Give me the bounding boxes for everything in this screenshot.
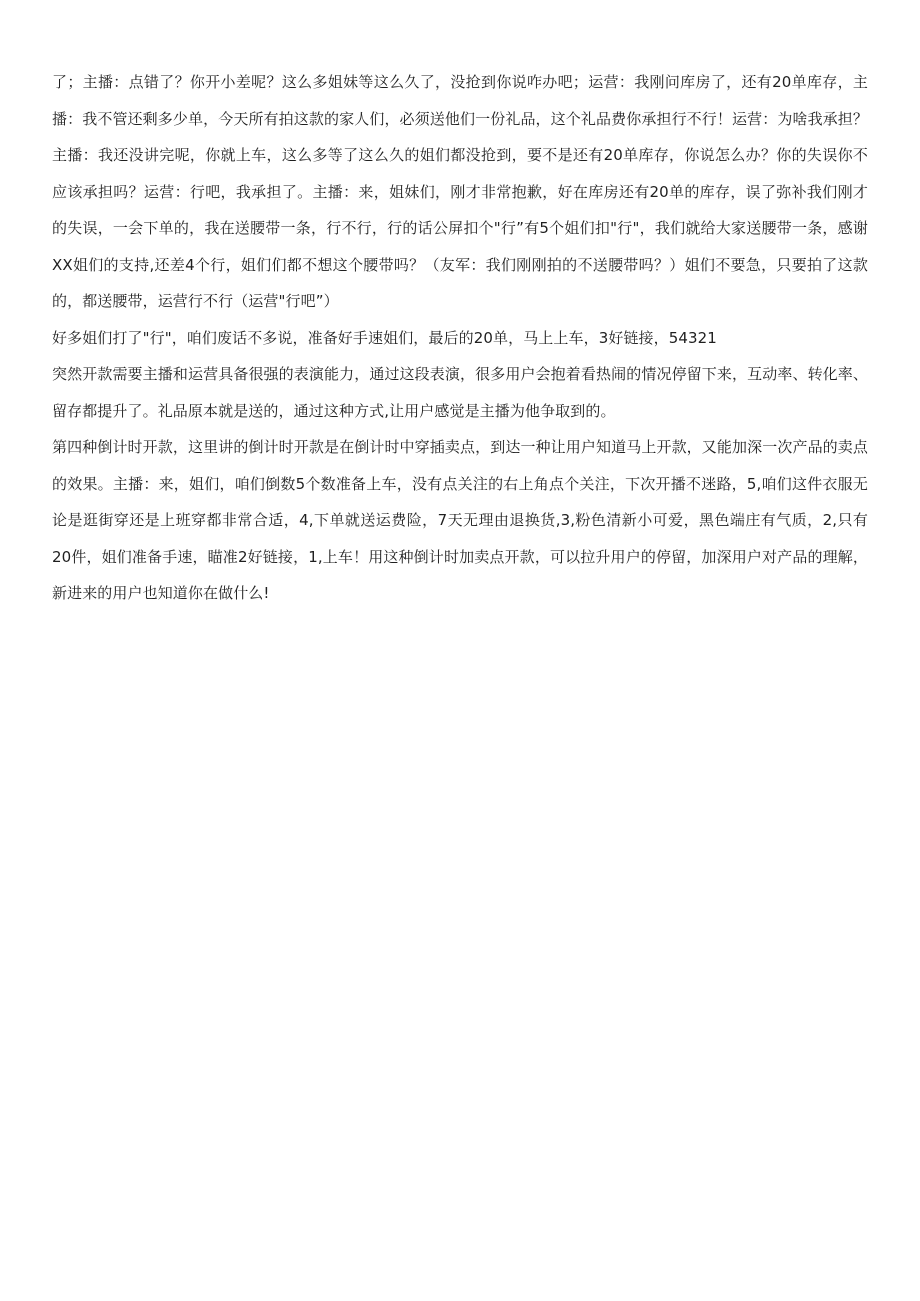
document-body <box>52 64 868 612</box>
paragraph-fourth-method: 第四种倒计时开款，这里讲的倒计时开款是在倒计时中穿插卖点，到达一种让用户知道马上开款，又能加深一次产品的卖点的效果。主播：来，姐们，咱们倒数5个数准备上车，没有点关注的右上角点个关注，下次开播不迷路，5,咱们这件衣服无论是逛街穿还是上班穿都非常合适，4,下单就送运费险，7天无理由退换货,3,粉色清新小可爱，黑色端庄有气质，2,只有20件，姐们准备手速，瞄准2好链接，1,上车！用这种倒计时加卖点开款，可以拉升用户的停留，加深用户对产品的理解，新进来的用户也知道你在做什么! <box>52 438 868 602</box>
paragraph-summary: 突然开款需要主播和运营具备很强的表演能力，通过这段表演，很多用户会抱着看热闹的情况停留下来，互动率、转化率、留存都提升了。礼品原本就是送的，通过这种方式,让用户感觉是主播为他争取到的。 <box>52 365 868 420</box>
paragraph-countdown-call: 好多姐们打了"行"，咱们废话不多说，准备好手速姐们，最后的20单，马上上车，3好链接，54321 <box>52 328 717 347</box>
paragraph-dialogue: 了；主播：点错了？你开小差呢？这么多姐妹等这么久了，没抢到你说咋办吧；运营：我刚问库房了，还有20单库存，主播：我不管还剩多少单，今天所有拍这款的家人们，必须送他们一份礼品，这个礼品费你承担行不行！运营：为啥我承担？主播：我还没讲完呢，你就上车，这么多等了这么久的姐们都没抢到，要不是还有20单库存，你说怎么办？你的失误你不应该承担吗？运营：行吧，我承担了。主播：来，姐妹们，刚才非常抱歉，好在库房还有20单的库存，误了弥补我们刚才的失误，一会下单的，我在送腰带一条，行不行，行的话公屏扣个"行”有5个姐们扣"行"，我们就给大家送腰带一条，感谢XX姐们的支持,还差4个行，姐们们都不想这个腰带吗？（友军：我们刚刚拍的不送腰带吗？）姐们不要急，只要拍了这款的，都送腰带，运营行不行（运营"行吧”） <box>52 73 868 310</box>
